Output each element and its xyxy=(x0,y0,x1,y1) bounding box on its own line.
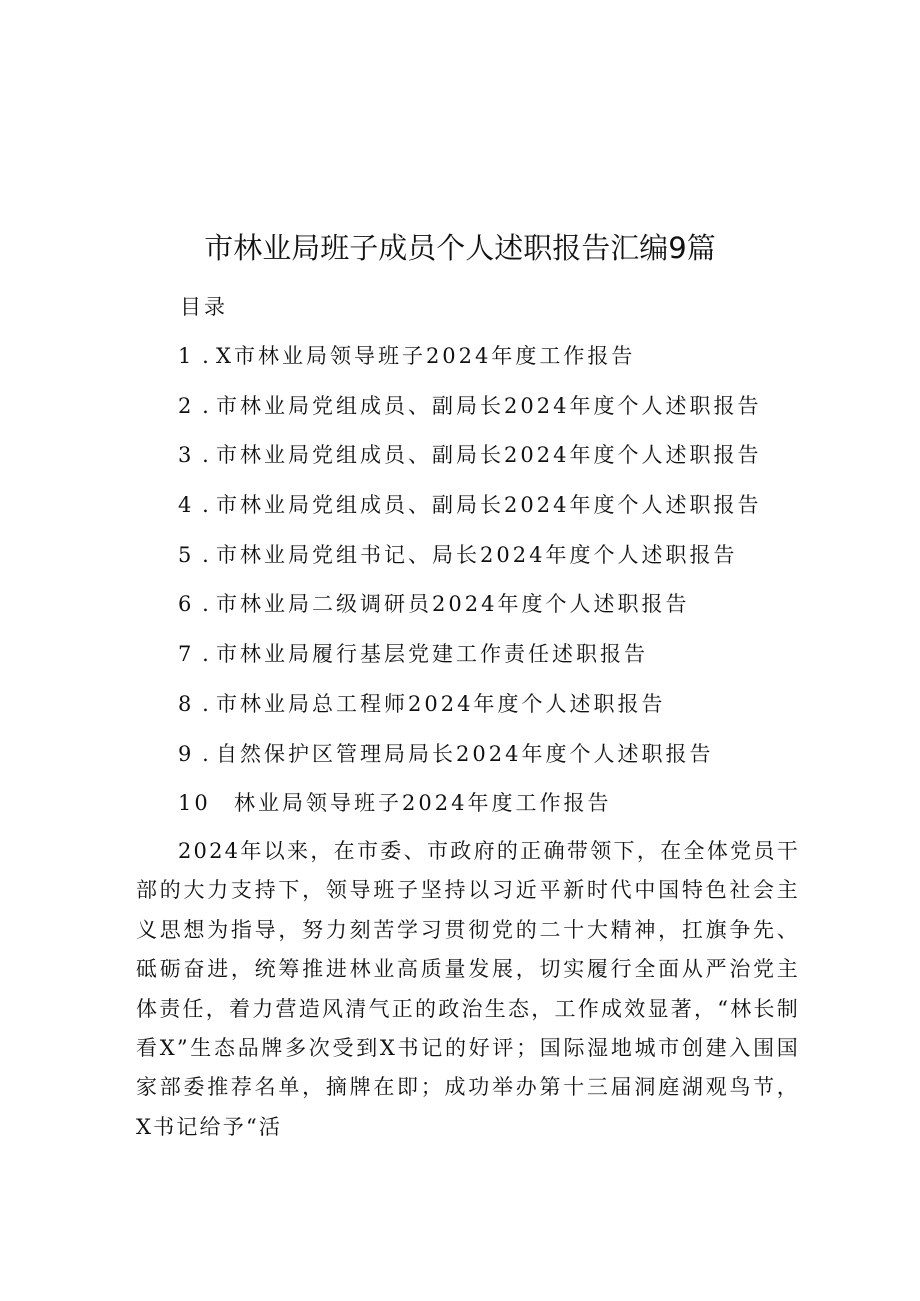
toc-item-separator: . xyxy=(202,642,212,667)
toc-item-title: 市林业局履行基层党建工作责任述职报告 xyxy=(216,642,648,667)
toc-item-8 xyxy=(178,689,818,739)
toc-heading: 目录 xyxy=(180,295,228,319)
toc-item-5 xyxy=(178,540,818,590)
toc-item-title: 市林业局二级调研员2024年度个人述职报告 xyxy=(216,592,690,617)
toc-item-title: 市林业局党组成员、副局长2024年度个人述职报告 xyxy=(216,393,762,418)
toc-item-number: 7 xyxy=(178,642,195,667)
toc-item-number: 8 xyxy=(178,691,195,716)
toc-item-number: 9 xyxy=(178,741,195,766)
toc-item-separator: . xyxy=(202,493,212,518)
toc-item-4 xyxy=(178,490,818,540)
toc-item-separator: . xyxy=(202,691,212,716)
toc-item-separator: . xyxy=(202,344,212,368)
toc-item-separator: . xyxy=(202,741,212,766)
toc-item-title: X市林业局领导班子2024年度工作报告 xyxy=(216,344,636,368)
table-of-contents xyxy=(178,341,818,838)
toc-item-separator: . xyxy=(202,443,212,468)
body-paragraph: 2024年以来，在市委、市政府的正确带领下，在全体党员干部的大力支持下，领导班子坚持以习近平新时代中国特色社会主义思想为指导，努力刻苦学习贯彻党的二十大精神，扛旗争先、砥砺奋进，统筹推进林业高质量发展，切实履行全面从严治党主体责任，着力营造风清气正的政治生态，工作成效显著，“林长制看X”生态品牌多次受到X书记的好评；国际湿地城市创建入围国家部委推荐名单，摘牌在即；成功举办第十三届洞庭湖观鸟节，X书记给予“活 xyxy=(136,839,800,1139)
toc-item-number: 6 xyxy=(178,592,195,617)
toc-item-9 xyxy=(178,739,818,789)
toc-item-number: 2 xyxy=(178,393,195,418)
toc-item-7 xyxy=(178,639,818,689)
toc-item-3 xyxy=(178,440,818,490)
toc-item-number: 5 xyxy=(178,542,195,567)
toc-item-number: 4 xyxy=(178,493,195,518)
toc-item-title: 市林业局党组书记、局长2024年度个人述职报告 xyxy=(216,542,738,567)
toc-item-1 xyxy=(178,341,818,391)
toc-item-6 xyxy=(178,589,818,639)
toc-item-title: 自然保护区管理局局长2024年度个人述职报告 xyxy=(216,741,714,766)
toc-item-title: 市林业局总工程师2024年度个人述职报告 xyxy=(216,691,666,716)
toc-item-10 xyxy=(178,788,818,838)
toc-item-number: 10 xyxy=(178,791,211,816)
document-title: 市林业局班子成员个人述职报告汇编9篇 xyxy=(204,231,716,265)
toc-item-2 xyxy=(178,391,818,441)
toc-item-separator: . xyxy=(202,592,212,617)
toc-item-separator: . xyxy=(202,393,212,418)
toc-item-number: 3 xyxy=(178,443,195,468)
toc-item-title: 市林业局党组成员、副局长2024年度个人述职报告 xyxy=(216,493,762,518)
toc-item-title: 林业局领导班子2024年度工作报告 xyxy=(234,791,612,816)
toc-item-title: 市林业局党组成员、副局长2024年度个人述职报告 xyxy=(216,443,762,468)
toc-item-separator: . xyxy=(202,542,212,567)
toc-item-number: 1 xyxy=(178,344,195,368)
